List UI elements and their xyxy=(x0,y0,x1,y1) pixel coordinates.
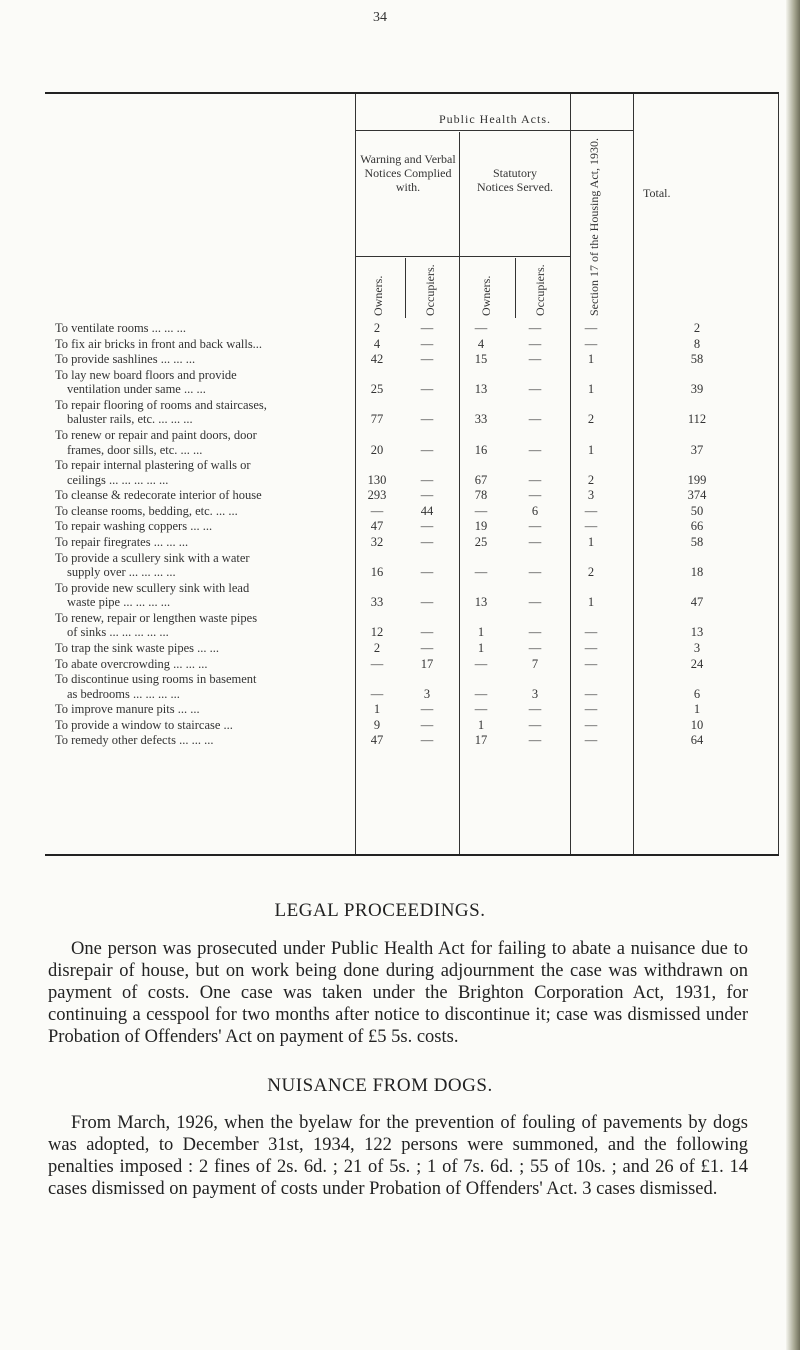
row-total-cell: 13 xyxy=(690,625,704,640)
row-value-cell: — xyxy=(528,625,542,640)
row-value-cell: 47 xyxy=(370,519,384,534)
row-total-cell: 1 xyxy=(693,702,701,717)
row-value-cell: 4 xyxy=(373,336,381,351)
header-owners: Owners. xyxy=(479,275,493,316)
row-description: supply over ... ... ... ... xyxy=(67,565,176,580)
row-value-cell: 3 xyxy=(531,686,539,701)
row-value-cell: — xyxy=(528,412,542,427)
row-value-cell: — xyxy=(420,382,434,397)
table-row xyxy=(45,581,779,610)
row-value-cell: 32 xyxy=(370,535,384,549)
table-row xyxy=(45,519,779,534)
row-value-cell: 9 xyxy=(373,717,381,732)
row-description: To discontinue using rooms in basement xyxy=(55,672,257,687)
row-value-cell: — xyxy=(528,702,542,717)
row-value-cell: — xyxy=(528,472,542,487)
row-value-cell: — xyxy=(420,519,434,534)
header-total: Total. xyxy=(643,186,671,200)
row-value-cell: — xyxy=(584,640,598,655)
row-description: To repair flooring of rooms and staircases, xyxy=(55,397,267,412)
header-section-17-housing-act: Section 17 of the Housing Act, 1930. xyxy=(587,138,601,316)
legal-proceedings-heading: LEGAL PROCEEDINGS. xyxy=(274,900,486,921)
row-value-cell: 77 xyxy=(370,412,384,427)
row-value-cell: — xyxy=(584,321,598,335)
row-total-cell: 66 xyxy=(690,519,704,534)
header-statutory-notices: Statutory Notices Served. xyxy=(477,166,553,194)
row-description: frames, door sills, etc. ... ... xyxy=(67,442,203,457)
header-rule xyxy=(355,256,570,257)
row-value-cell: 13 xyxy=(474,595,488,610)
row-value-cell: — xyxy=(528,382,542,397)
row-total-cell: 58 xyxy=(690,352,704,367)
row-value-cell: — xyxy=(420,640,434,655)
row-total-cell: 37 xyxy=(690,442,704,457)
table-row xyxy=(45,488,779,503)
table-row xyxy=(45,535,779,550)
table-row xyxy=(45,657,779,672)
row-value-cell: 1 xyxy=(477,640,485,655)
row-value-cell: — xyxy=(528,565,542,580)
row-value-cell: 17 xyxy=(474,733,488,748)
row-description: To renew, repair or lengthen waste pipes xyxy=(55,610,258,625)
row-value-cell: 3 xyxy=(423,686,431,701)
row-description: To remedy other defects ... ... ... xyxy=(55,733,214,748)
row-value-cell: 67 xyxy=(474,472,488,487)
header-warning-notices: Warning and Verbal Notices Complied with. xyxy=(360,152,456,194)
nuisance-from-dogs-heading: NUISANCE FROM DOGS. xyxy=(267,1075,493,1096)
row-value-cell: — xyxy=(584,519,598,534)
row-value-cell: 1 xyxy=(373,702,381,717)
row-value-cell: — xyxy=(528,595,542,610)
row-value-cell: 25 xyxy=(474,535,488,549)
page-number: 34 xyxy=(373,10,387,25)
row-total-cell: 2 xyxy=(693,321,701,335)
row-value-cell: 1 xyxy=(587,352,595,367)
row-description: To provide sashlines ... ... ... xyxy=(55,352,196,367)
table-row xyxy=(45,718,779,733)
row-value-cell: 1 xyxy=(587,442,595,457)
row-description: ventilation under same ... ... xyxy=(67,382,206,397)
row-total-cell: 39 xyxy=(690,382,704,397)
row-value-cell: 47 xyxy=(370,733,384,748)
row-value-cell: — xyxy=(420,702,434,717)
row-value-cell: 2 xyxy=(587,472,595,487)
row-value-cell: — xyxy=(474,503,488,518)
table-row xyxy=(45,321,779,336)
row-value-cell: — xyxy=(420,565,434,580)
row-value-cell: — xyxy=(420,488,434,503)
row-description: To repair internal plastering of walls or xyxy=(55,458,251,473)
table-row xyxy=(45,368,779,397)
row-description: To renew or repair and paint doors, door xyxy=(55,428,257,442)
row-value-cell: — xyxy=(584,702,598,717)
row-total-cell: 50 xyxy=(690,503,704,518)
row-value-cell: 1 xyxy=(477,717,485,732)
row-value-cell: — xyxy=(584,686,598,701)
row-value-cell: — xyxy=(584,733,598,748)
row-value-cell: — xyxy=(420,535,434,549)
table-row xyxy=(45,611,779,640)
row-value-cell: — xyxy=(584,656,598,671)
row-total-cell: 24 xyxy=(690,656,704,671)
row-value-cell: 130 xyxy=(367,472,387,487)
row-value-cell: — xyxy=(528,535,542,549)
row-value-cell: — xyxy=(420,442,434,457)
row-description: To fix air bricks in front and back walls... xyxy=(55,336,263,351)
row-value-cell: 1 xyxy=(587,595,595,610)
row-description: To provide new scullery sink with lead xyxy=(55,580,250,595)
row-value-cell: — xyxy=(370,656,384,671)
row-value-cell: 1 xyxy=(587,382,595,397)
row-value-cell: — xyxy=(420,595,434,610)
header-owners: Owners. xyxy=(371,275,385,316)
row-value-cell: 2 xyxy=(587,565,595,580)
row-total-cell: 199 xyxy=(687,472,707,487)
row-value-cell: 20 xyxy=(370,442,384,457)
row-value-cell: — xyxy=(370,503,384,518)
row-value-cell: — xyxy=(420,321,434,335)
row-value-cell: 13 xyxy=(474,382,488,397)
row-total-cell: 47 xyxy=(690,595,704,610)
row-value-cell: — xyxy=(528,442,542,457)
row-description: of sinks ... ... ... ... ... xyxy=(67,625,169,640)
row-value-cell: — xyxy=(420,336,434,351)
row-value-cell: 15 xyxy=(474,352,488,367)
row-total-cell: 6 xyxy=(693,686,701,701)
row-total-cell: 58 xyxy=(690,535,704,549)
row-value-cell: 2 xyxy=(587,412,595,427)
table-row xyxy=(45,504,779,519)
row-description: baluster rails, etc. ... ... ... xyxy=(67,412,193,427)
row-description: To repair washing coppers ... ... xyxy=(55,519,213,534)
row-value-cell: — xyxy=(420,412,434,427)
row-description: To cleanse & redecorate interior of house xyxy=(55,488,262,503)
column-rule xyxy=(405,258,406,318)
row-value-cell: — xyxy=(528,733,542,748)
row-total-cell: 64 xyxy=(690,733,704,748)
table-row xyxy=(45,733,779,748)
row-description: To cleanse rooms, bedding, etc. ... ... xyxy=(55,503,238,518)
row-value-cell: 33 xyxy=(370,595,384,610)
row-value-cell: 33 xyxy=(474,412,488,427)
row-description: To lay new board floors and provide xyxy=(55,367,237,382)
row-value-cell: 16 xyxy=(474,442,488,457)
row-description: To improve manure pits ... ... xyxy=(55,702,200,717)
row-total-cell: 374 xyxy=(687,488,707,503)
row-value-cell: — xyxy=(528,488,542,503)
row-value-cell: — xyxy=(420,472,434,487)
row-total-cell: 8 xyxy=(693,336,701,351)
row-value-cell: — xyxy=(528,352,542,367)
row-total-cell: 10 xyxy=(690,717,704,732)
table-row xyxy=(45,641,779,656)
table-row xyxy=(45,428,779,457)
row-description: as bedrooms ... ... ... ... xyxy=(67,686,180,701)
table-row xyxy=(45,352,779,367)
row-value-cell: 25 xyxy=(370,382,384,397)
row-value-cell: 1 xyxy=(477,625,485,640)
row-value-cell: — xyxy=(474,565,488,580)
notices-table xyxy=(45,92,779,856)
row-value-cell: — xyxy=(420,717,434,732)
table-row xyxy=(45,702,779,717)
header-occupiers: Occupiers. xyxy=(533,264,547,316)
row-value-cell: 4 xyxy=(477,336,485,351)
row-value-cell: — xyxy=(528,717,542,732)
row-value-cell: 44 xyxy=(420,503,434,518)
table-row xyxy=(45,398,779,427)
row-value-cell: 7 xyxy=(531,656,539,671)
legal-proceedings-text: One person was prosecuted under Public Health Act for failing to abate a nuisance due to disrepair of house, but on work being done during adjournment the case was withdrawn on payment of costs. One case was taken under the Brighton Corporation Act, 1931, for continuing a cesspool for two months after notice to discontinue it; case was dismissed under Probation of Offenders' Act on payment of £5 5s. costs. xyxy=(48,939,748,1047)
row-value-cell: — xyxy=(528,321,542,335)
table-row xyxy=(45,337,779,352)
table-row xyxy=(45,672,779,701)
row-description: To provide a scullery sink with a water xyxy=(55,550,250,565)
row-value-cell: 19 xyxy=(474,519,488,534)
row-value-cell: 17 xyxy=(420,656,434,671)
row-total-cell: 3 xyxy=(693,640,701,655)
row-value-cell: — xyxy=(584,717,598,732)
row-value-cell: — xyxy=(474,686,488,701)
row-value-cell: 78 xyxy=(474,488,488,503)
row-value-cell: — xyxy=(420,625,434,640)
row-description: To provide a window to staircase ... xyxy=(55,717,233,732)
group-title-public-health-acts: Public Health Acts. xyxy=(439,112,551,126)
row-value-cell: — xyxy=(420,733,434,748)
nuisance-from-dogs-text: From March, 1926, when the byelaw for the prevention of fouling of pavements by dogs was adopted, to December 31st, 1934, 122 persons were summoned, and the following penalties imposed : 2 fines of 2s. 6d. ; 21 of 5s. ; 1 of 7s. 6d. ; 55 of 10s. ; and 26 of £1. 14 cases dismissed on payment of costs under Probation of Offenders' Act. 3 cases dismissed. xyxy=(48,1113,748,1199)
row-value-cell: 293 xyxy=(367,488,387,503)
row-value-cell: 6 xyxy=(531,503,539,518)
row-description: waste pipe ... ... ... ... xyxy=(67,595,171,610)
row-value-cell: 2 xyxy=(373,640,381,655)
row-value-cell: 3 xyxy=(587,488,595,503)
row-value-cell: — xyxy=(370,686,384,701)
row-value-cell: 16 xyxy=(370,565,384,580)
column-rule xyxy=(515,258,516,318)
row-value-cell: 1 xyxy=(587,535,595,549)
table-row xyxy=(45,458,779,487)
row-description: To abate overcrowding ... ... ... xyxy=(55,656,208,671)
page-edge-shadow xyxy=(786,0,800,1350)
row-value-cell: — xyxy=(420,352,434,367)
row-value-cell: 2 xyxy=(373,321,381,335)
row-total-cell: 18 xyxy=(690,565,704,580)
row-description: To repair firegrates ... ... ... xyxy=(55,535,189,549)
row-value-cell: — xyxy=(528,519,542,534)
table-row xyxy=(45,551,779,580)
row-value-cell: — xyxy=(584,625,598,640)
row-value-cell: — xyxy=(474,656,488,671)
row-value-cell: — xyxy=(474,702,488,717)
row-description: To ventilate rooms ... ... ... xyxy=(55,321,187,335)
row-value-cell: — xyxy=(584,503,598,518)
row-value-cell: — xyxy=(584,336,598,351)
row-description: To trap the sink waste pipes ... ... xyxy=(55,640,220,655)
row-total-cell: 112 xyxy=(687,412,707,427)
row-value-cell: 42 xyxy=(370,352,384,367)
row-description: ceilings ... ... ... ... ... xyxy=(67,472,169,487)
header-occupiers: Occupiers. xyxy=(423,264,437,316)
row-value-cell: — xyxy=(528,336,542,351)
row-value-cell: — xyxy=(528,640,542,655)
row-value-cell: 12 xyxy=(370,625,384,640)
row-value-cell: — xyxy=(474,321,488,335)
